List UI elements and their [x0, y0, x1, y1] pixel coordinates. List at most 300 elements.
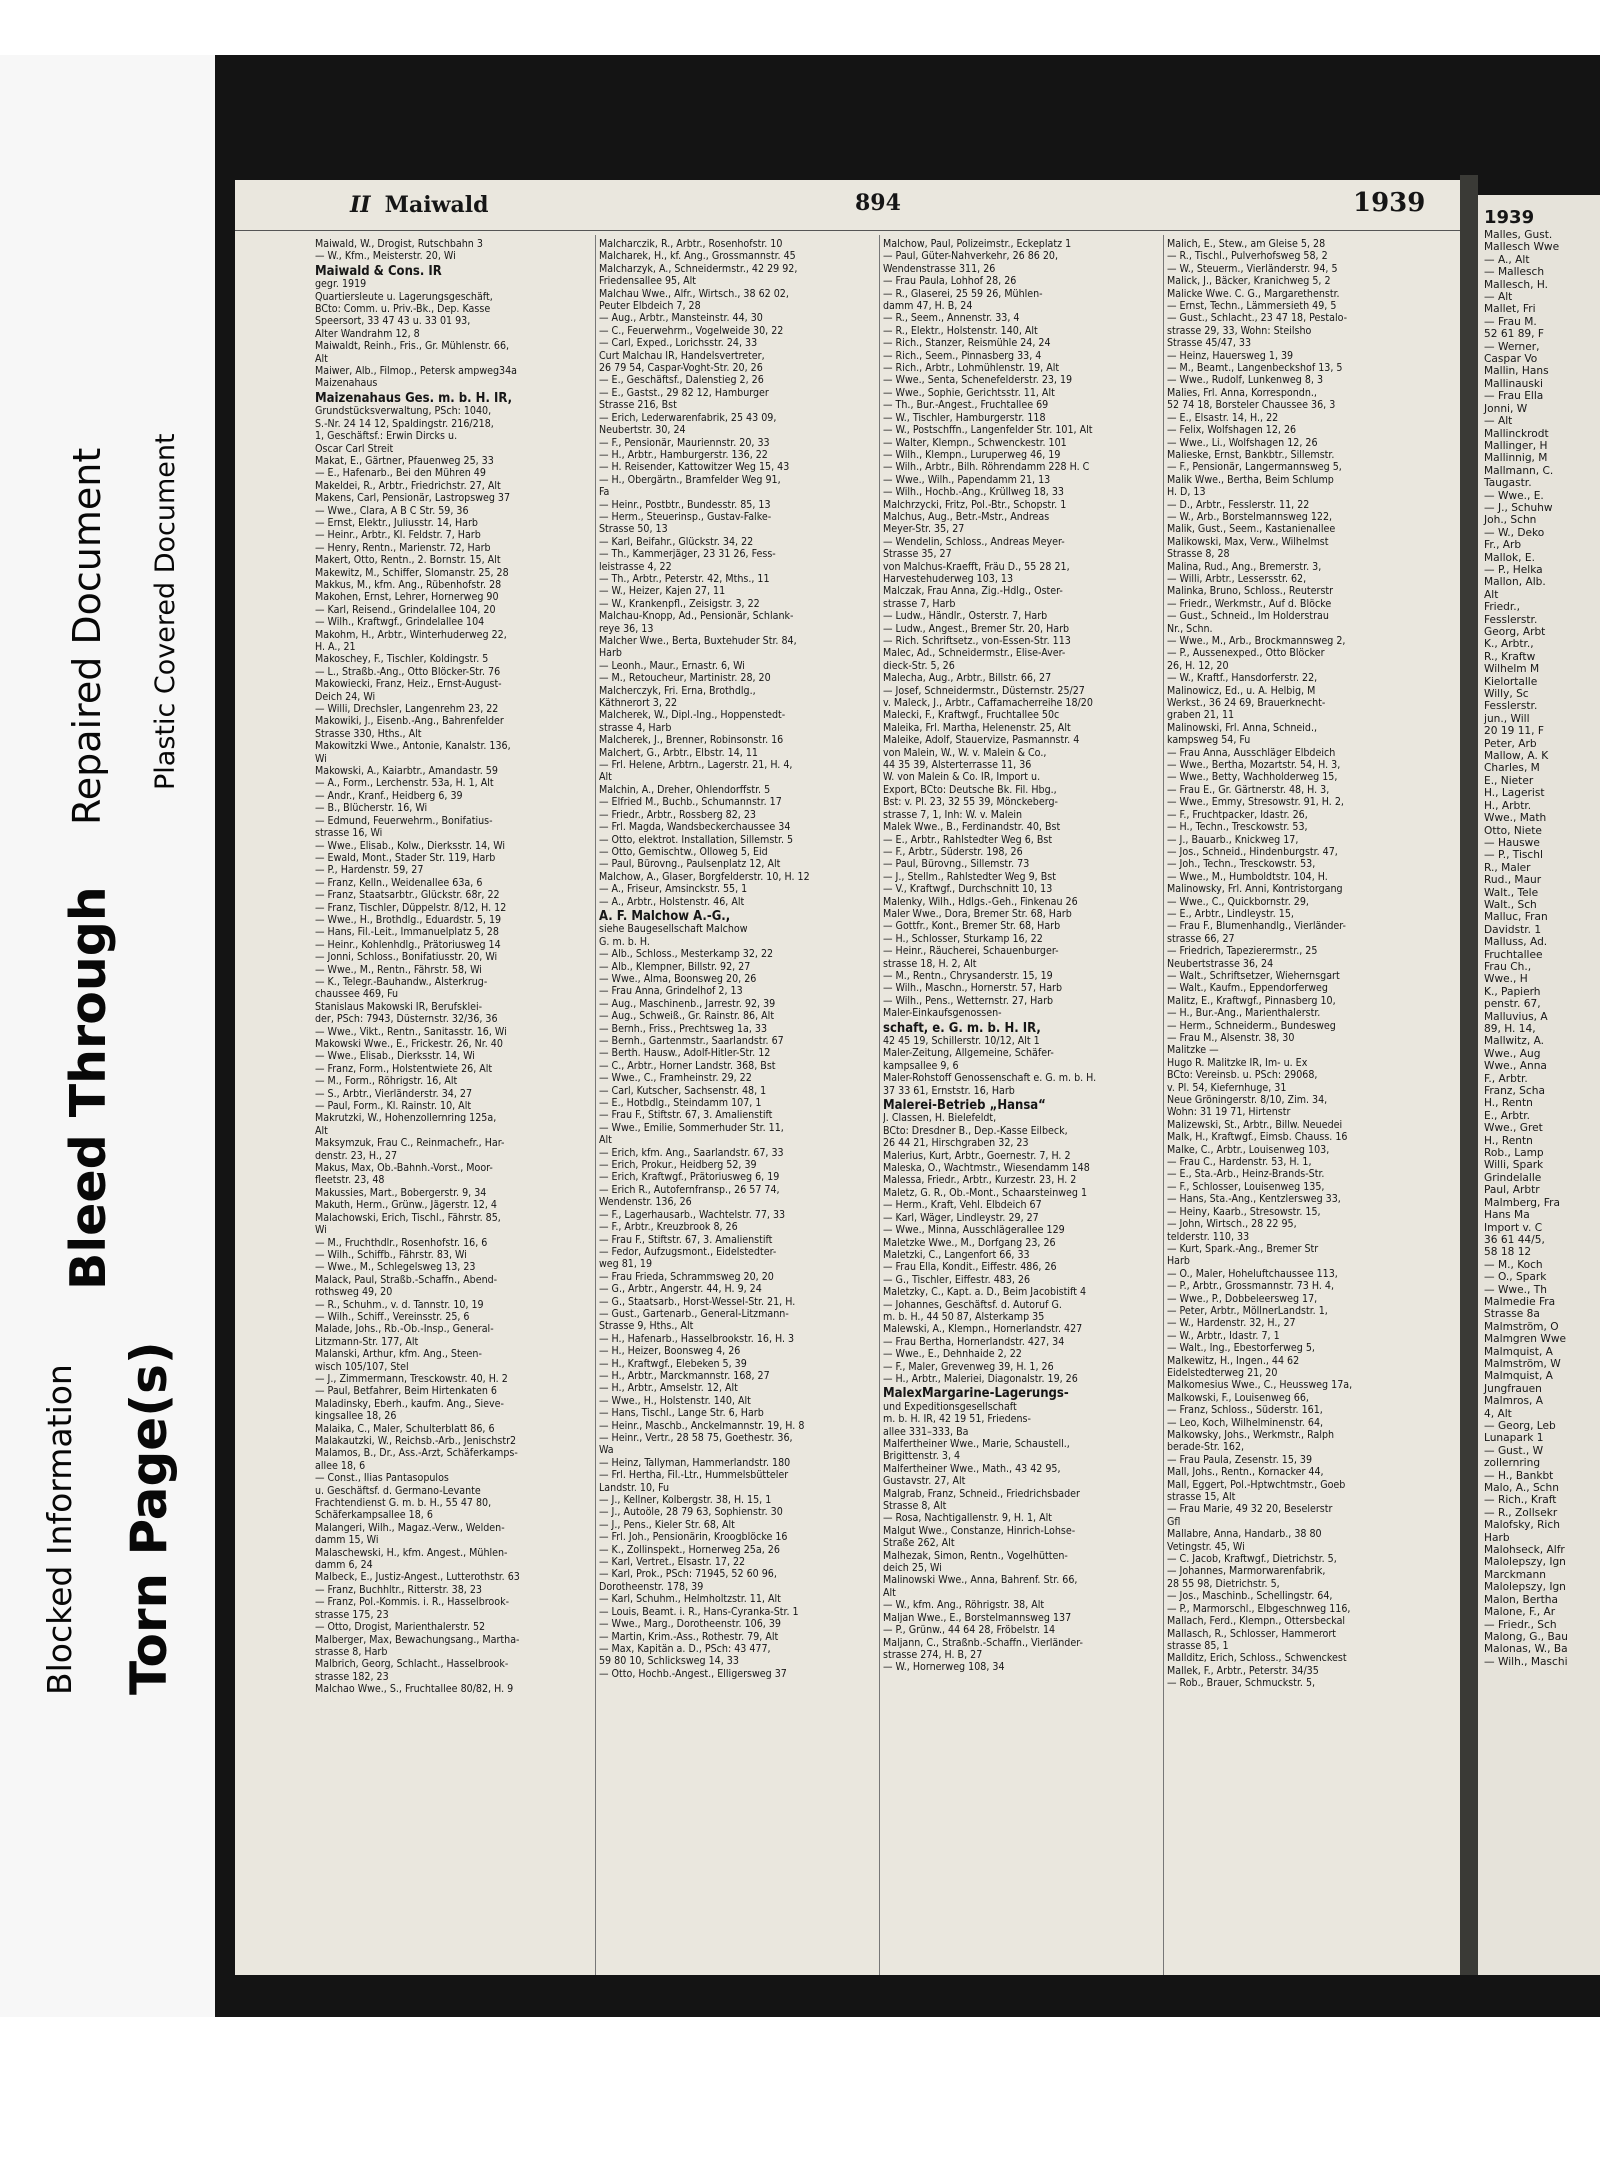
directory-entry: — Wwe., Marg., Dorotheenstr. 106, 39	[599, 1618, 781, 1631]
directory-entry: Export, BCto: Deutsche Bk. Fil. Hbg.,	[883, 783, 1057, 796]
directory-entry: Malke, C., Arbtr., Louisenweg 103,	[1167, 1143, 1330, 1156]
facing-page-entry: K., Papierh	[1484, 985, 1541, 998]
directory-entry: Makewitz, M., Schiffer, Slomanstr. 25, 28	[315, 566, 509, 579]
directory-entry: — H., Obergärtn., Bramfelder Weg 91,	[599, 473, 781, 486]
directory-entry: Strasse 216, Bst	[599, 399, 677, 412]
directory-entry: — Paul, Güter-Nahverkehr, 26 86 20,	[883, 250, 1059, 263]
directory-entry: Strasse 9, Hths., Alt	[599, 1320, 694, 1333]
facing-page-entry: Otto, Niete	[1484, 824, 1542, 837]
directory-entry: 26 79 54, Caspar-Voght-Str. 20, 26	[599, 362, 763, 375]
facing-page-entry: Malmberg, Fra	[1484, 1196, 1560, 1209]
facing-page-entry: Strasse 8a	[1484, 1308, 1540, 1321]
directory-entry: graben 21, 11	[1167, 709, 1235, 722]
facing-page-entry: Rob., Lamp	[1484, 1147, 1544, 1160]
directory-entry: Malerius, Kurt, Arbtr., Goernestr. 7, H. 2	[883, 1149, 1071, 1162]
directory-entry: Maizenahaus Ges. m. b. H. IR,	[315, 390, 513, 406]
directory-entry: Malcherek, J., Brenner, Robinsonstr. 16	[599, 734, 784, 747]
directory-entry: strasse 8, Harb	[315, 1645, 388, 1658]
directory-entry: — A., Friseur, Amsinckstr. 55, 1	[599, 883, 748, 896]
directory-entry: — W., Hornerweg 108, 34	[883, 1661, 1005, 1674]
directory-entry: Malek Wwe., B., Ferdinandstr. 40, Bst	[883, 821, 1061, 834]
directory-entry: Käthnerort 3, 22	[599, 697, 678, 710]
directory-entry: — Heinr., Vertr., 28 58 75, Goethestr. 36,	[599, 1432, 793, 1444]
directory-entry: strasse 16, Wi	[315, 827, 383, 840]
directory-entry: — Kurt, Spark.-Ang., Bremer Str	[1167, 1242, 1319, 1255]
directory-entry: Wendenstrasse 311, 26	[883, 262, 996, 275]
directory-entry: — Wwe., Alma, Boonsweg 20, 26	[599, 972, 757, 985]
directory-entry: Malerei-Betrieb „Hansa“	[883, 1098, 1046, 1114]
directory-entry: damm 15, Wi	[315, 1534, 379, 1547]
directory-entry: — Andr., Kranf., Heidberg 6, 39	[315, 789, 463, 802]
facing-page-entry: 4, Alt	[1484, 1407, 1512, 1420]
directory-entry: Mall, Eggert, Pol.-Hptwchtmstr., Goeb	[1167, 1478, 1346, 1491]
directory-entry: Malizewski, St., Arbtr., Billw. Neuedei	[1167, 1118, 1343, 1131]
directory-entry: — O., Maler, Hoheluftchaussee 113,	[1167, 1267, 1338, 1280]
directory-entry: — Frau C., Hardenstr. 53, H. 1,	[1167, 1156, 1312, 1169]
directory-entry: H. D, 13	[1167, 486, 1206, 499]
directory-entry: Bst: v. Pl. 23, 32 55 39, Mönckeberg-	[883, 796, 1058, 809]
facing-page-entry: Malong, G., Bau	[1484, 1630, 1569, 1643]
directory-entry: strasse 85, 1	[1167, 1639, 1229, 1652]
directory-entry: Malinowicz, Ed., u. A. Helbig, M	[1167, 684, 1316, 697]
header-year: 1939	[1353, 188, 1426, 218]
facing-page-entry: — Alt	[1484, 291, 1513, 304]
directory-entry: — Wwe., M., Arb., Brockmannsweg 2,	[1167, 635, 1346, 647]
directory-entry: — Walt., Schriftsetzer, Wiehernsgart	[1167, 969, 1340, 982]
directory-entry: — Franz, Buchhltr., Ritterstr. 38, 23	[315, 1583, 482, 1596]
facing-page-entry: Wilhelm M	[1484, 663, 1540, 676]
facing-page-entry: — Gust., W	[1484, 1444, 1544, 1457]
directory-entry: — Heinr., Maschb., Anckelmannstr. 19, H. 8	[599, 1419, 805, 1432]
directory-entry: — A., Arbtr., Holstenstr. 46, Alt	[599, 895, 745, 908]
directory-entry: — Wwe., Clara, A B C Str. 59, 36	[315, 504, 469, 517]
facing-page-entry: — Alt	[1484, 415, 1513, 428]
directory-entry: J. Classen, H. Bielefeldt,	[883, 1112, 997, 1125]
directory-entry: — W., Krankenpfl., Zeisigstr. 3, 22	[599, 597, 760, 610]
directory-entry: Mallasch, R., Schlosser, Hammerort	[1167, 1627, 1337, 1640]
directory-entry: — Bernh., Gartenmstr., Saarlandstr. 67	[599, 1035, 784, 1047]
facing-page-entry: Walt., Sch	[1484, 898, 1537, 911]
directory-entry: Malchau-Knopp, Ad., Pensionär, Schlank-	[599, 610, 794, 623]
facing-page-entry: E., Nieter	[1484, 774, 1534, 787]
directory-entry: Maleike, Adolf, Stauervize, Pasmannstr. 4	[883, 734, 1080, 747]
directory-entry: — Martin, Krim.-Ass., Rothestr. 79, Alt	[599, 1630, 779, 1643]
facing-page-entry: 89, H. 14,	[1484, 1023, 1536, 1035]
facing-page-entry: jun., Will	[1484, 712, 1530, 725]
directory-entry: — Const., Ilias Pantasopulos	[315, 1472, 449, 1485]
directory-entry: Malessa, Friedr., Arbtr., Kurzestr. 23, H. 2	[883, 1174, 1077, 1187]
facing-page-entry: H., Rentn	[1484, 1097, 1533, 1110]
directory-entry: kampsallee 9, 6	[883, 1059, 959, 1072]
directory-entry: — Karl, Reisend., Grindelallee 104, 20	[315, 603, 496, 616]
directory-entry: — Frl. Hertha, Fil.-Ltr., Hummelsbütteler	[599, 1469, 789, 1482]
directory-entry: — Rich., Stanzer, Reismühle 24, 24	[883, 337, 1051, 350]
facing-page-entry: 52 61 89, F	[1484, 328, 1545, 341]
directory-entry: Makowski Wwe., E., Frickestr. 26, Nr. 40	[315, 1038, 503, 1050]
page-number: 894	[855, 190, 901, 216]
directory-entry: 37 33 61, Ernststr. 16, Harb	[883, 1084, 1015, 1097]
directory-entry: — A., Form., Lerchenstr. 53a, H. 1, Alt	[315, 777, 494, 790]
facing-page-entry: Malone, F., Ar	[1484, 1606, 1556, 1619]
directory-entry: — Berth. Hausw., Adolf-Hitler-Str. 12	[599, 1047, 771, 1060]
directory-entry: 52 74 18, Borsteler Chaussee 36, 3	[1167, 399, 1336, 412]
facing-page-entry: 20 19 11, F	[1484, 725, 1545, 738]
directory-entry: strasse 4, Harb	[599, 721, 672, 734]
directory-entry: Grundstücksverwaltung, PSch: 1040,	[315, 405, 492, 418]
facing-page-entry: Malolepszy, Ign	[1484, 1556, 1566, 1569]
directory-entry: — Wwe., M., Rentn., Fährstr. 58, Wi	[315, 963, 482, 976]
directory-entry: — Heinr., Postbtr., Bundesstr. 85, 13	[599, 498, 771, 511]
directory-entry: denstr. 23, H., 27	[315, 1149, 398, 1162]
label-bleed-through: Bleed Through	[60, 886, 117, 1290]
directory-entry: Mallditz, Erich, Schloss., Schwenckest	[1167, 1652, 1347, 1665]
column-divider	[1163, 235, 1164, 1975]
directory-entry: Malkowski, F., Louisenweg 66,	[1167, 1391, 1309, 1404]
directory-entry: Strasse 8, 28	[1167, 548, 1230, 561]
facing-page-entry: Fesslerstr.	[1484, 700, 1538, 713]
directory-entry: — P., Arbtr., Grossmannstr. 73 H. 4,	[1167, 1280, 1334, 1293]
directory-entry: — Louis, Beamt. i. R., Hans-Cyranka-Str. 1	[599, 1605, 799, 1618]
facing-page-entry: Lunapark 1	[1484, 1432, 1544, 1445]
directory-entry: — Johannes, Geschäftsf. d. Autoruf G.	[883, 1298, 1062, 1311]
facing-page-entry: H., Arbtr.	[1484, 799, 1532, 812]
directory-entry: — Rob., Brauer, Schmuckstr. 5,	[1167, 1677, 1316, 1690]
facing-page-entry: Mallow, A. K	[1484, 750, 1549, 763]
directory-entry: — Karl, Wäger, Lindleystr. 29, 27	[883, 1211, 1039, 1224]
directory-entry: Malaschewski, H., kfm. Angest., Mühlen-	[315, 1546, 508, 1559]
directory-entry: — Hans, Sta.-Ang., Kentzlersweg 33,	[1167, 1193, 1341, 1206]
directory-entry: Alt	[315, 352, 328, 365]
directory-entry: Mallek, F., Arbtr., Peterstr. 34/35	[1167, 1664, 1319, 1677]
facing-page-entry: — H., Bankbt	[1484, 1469, 1554, 1482]
directory-entry: — Frau F., Stiftstr. 67, 3. Amalienstift	[599, 1109, 773, 1122]
facing-page-entry: Mallinauski	[1484, 377, 1543, 390]
directory-entry: — Leonh., Maur., Ernastr. 6, Wi	[599, 659, 745, 672]
directory-entry: Malinowski Wwe., Anna, Bahrenf. Str. 66,	[883, 1574, 1078, 1587]
directory-entry: BCto: Vereinsb. u. PSch: 29068,	[1167, 1069, 1318, 1082]
directory-entry: — Wwe., H., Holstenstr. 140, Alt	[599, 1394, 751, 1407]
directory-entry: — Carl, Kutscher, Sachsenstr. 48, 1	[599, 1084, 767, 1097]
facing-page-entry: Walt., Tele	[1484, 886, 1539, 899]
directory-entry: Maiwer, Alb., Filmop., Petersk ampweg34a	[315, 365, 518, 378]
directory-entry: — Ewald, Mont., Stader Str. 119, Harb	[315, 851, 496, 864]
directory-entry: Malinka, Bruno, Schloss., Reuterstr	[1167, 585, 1334, 598]
facing-page-entry: — Georg, Leb	[1484, 1420, 1556, 1432]
directory-entry: — Wwe., E., Dehnhaide 2, 22	[883, 1348, 1022, 1361]
directory-entry: — Paul, Form., Kl. Rainstr. 10, Alt	[315, 1100, 472, 1113]
directory-entry: — Rosa, Nachtigallenstr. 9, H. 1, Alt	[883, 1512, 1052, 1525]
facing-page-entry: Malluvius, A	[1484, 1010, 1548, 1023]
directory-entry: — Wwe., C., Framheinstr. 29, 22	[599, 1072, 752, 1085]
facing-page-entry: — R., Zollsekr	[1484, 1506, 1558, 1519]
facing-page-entry: H., Lagerist	[1484, 787, 1545, 800]
directory-entry: — G., Staatsarb., Horst-Wessel-Str. 21, H.	[599, 1295, 796, 1308]
directory-entry: — Henry, Rentn., Marienstr. 72, Harb	[315, 541, 491, 554]
directory-entry: — Wwe., Emilie, Sommerhuder Str. 11,	[599, 1121, 784, 1134]
facing-page-entry: — A., Alt	[1484, 253, 1530, 266]
facing-page-entry: K., Arbtr.,	[1484, 638, 1534, 651]
directory-entry: — V., Kraftwgf., Durchschnitt 10, 13	[883, 883, 1053, 896]
directory-entry: Makoschey, F., Tischler, Koldingstr. 5	[315, 653, 489, 666]
directory-entry: — Herm., Steuerinsp., Gustav-Falke-	[599, 510, 772, 523]
directory-entry: kingsallee 18, 26	[315, 1410, 397, 1423]
facing-page-entry: H., Rentn	[1484, 1134, 1533, 1147]
directory-entry: — Otto, Drogist, Marienthalerstr. 52	[315, 1621, 486, 1634]
directory-entry: Malgrab, Franz, Schneid., Friedrichsbader	[883, 1487, 1080, 1500]
directory-entry: — W., Arb., Borstelmannsweg 122,	[1167, 510, 1333, 523]
directory-entry: — E., Arbtr., Rahlstedter Weg 6, Bst	[883, 833, 1053, 846]
header-section	[350, 192, 489, 218]
directory-entry: Straße 262, Alt	[883, 1537, 955, 1550]
directory-entry: 44 35 39, Alsterterrasse 11, 36	[883, 759, 1032, 772]
directory-entry: — Rich., Seem., Pinnasberg 33, 4	[883, 349, 1042, 362]
directory-entry: — H., Techn., Tresckowstr. 53,	[1167, 821, 1308, 834]
facing-page-entry: Hans Ma	[1484, 1209, 1530, 1222]
directory-entry: W. von Malein & Co. IR, Import u.	[883, 771, 1041, 784]
directory-entry: 59 80 10, Schlicksweg 14, 33	[599, 1655, 739, 1668]
directory-entry: — F., Schlosser, Louisenweg 135,	[1167, 1180, 1325, 1193]
directory-entry: Maler Wwe., Dora, Bremer Str. 68, Harb	[883, 907, 1072, 920]
directory-entry: — H. Reisender, Kattowitzer Weg 15, 43	[599, 461, 790, 474]
directory-entry: — Erich, Kraftwgf., Prätoriusweg 6, 19	[599, 1171, 780, 1184]
directory-entry: weg 81, 19	[599, 1258, 653, 1271]
directory-entry: strasse 274, H. B, 27	[883, 1648, 983, 1661]
directory-entry: — Ludw., Angest., Bremer Str. 20, Harb	[883, 622, 1070, 635]
directory-entry: und Expeditionsgesellschaft	[883, 1400, 1017, 1413]
directory-entry: — Wwe., Emmy, Stresowstr. 91, H. 2,	[1167, 796, 1344, 809]
directory-entry: — Wwe., M., Schlegelsweg 13, 23	[315, 1261, 476, 1274]
directory-entry: Alt	[599, 771, 612, 784]
directory-entry: Malenky, Wilh., Hdlgs.-Geh., Finkenau 26	[883, 895, 1078, 908]
directory-entry: — R., Glaserei, 25 59 26, Mühlen-	[883, 287, 1043, 300]
facing-page-entry: — J., Schuhw	[1484, 501, 1553, 514]
facing-page-entry: Malmquist, A	[1484, 1345, 1553, 1358]
directory-entry: Alter Wandrahm 12, 8	[315, 327, 420, 340]
directory-entry: Mallabre, Anna, Handarb., 38 80	[1167, 1528, 1322, 1541]
directory-entry: — H., Hafenarb., Hasselbrookstr. 16, H. 3	[599, 1332, 795, 1345]
directory-entry: Strasse 35, 27	[883, 548, 952, 561]
directory-entry: Malack, Paul, Straßb.-Schaffn., Abend-	[315, 1273, 498, 1286]
directory-entry: — Fedor, Aufzugsmont., Eidelstedter-	[599, 1245, 777, 1258]
directory-entry: — Karl, Vertret., Elsastr. 17, 22	[599, 1556, 746, 1569]
directory-entry: strasse 175, 23	[315, 1608, 389, 1621]
facing-page-entry: Marckmann	[1484, 1568, 1546, 1581]
facing-page-entry: — Frau Ella	[1484, 390, 1544, 403]
facing-page-entry: — Rich., Kraft	[1484, 1494, 1557, 1507]
directory-entry: Maler-Zeitung, Allgemeine, Schäfer-	[883, 1047, 1054, 1060]
directory-entry: Makens, Carl, Pensionär, Lastropsweg 37	[315, 492, 511, 505]
directory-entry: — Karl, Beifahr., Glückstr. 34, 22	[599, 535, 754, 548]
directory-entry: — E., Geschäftsf., Dalenstieg 2, 26	[599, 374, 764, 387]
directory-entry: 1, Geschäftsf.: Erwin Dircks u.	[315, 430, 458, 443]
directory-entry: gegr. 1919	[315, 278, 367, 291]
directory-entry: allee 18, 6	[315, 1459, 366, 1472]
directory-entry: — Wwe., Minna, Ausschlägerallee 129	[883, 1224, 1065, 1237]
directory-entry: Makowiecki, Franz, Heiz., Ernst-August-	[315, 678, 502, 691]
directory-entry: Strasse 330, Hths., Alt	[315, 727, 422, 740]
facing-page-entry: Wwe., Gret	[1484, 1122, 1543, 1135]
directory-entry: Malfertheiner Wwe., Math., 43 42 95,	[883, 1462, 1061, 1475]
directory-entry: H. A., 21	[315, 641, 356, 653]
directory-entry: damm 47, H. B, 24	[883, 300, 973, 313]
facing-page-entry: Import v. C	[1484, 1221, 1543, 1234]
facing-page-entry: Malmquist, A	[1484, 1370, 1553, 1383]
directory-entry: — Heinz, Tallyman, Hammerlandstr. 180	[599, 1456, 791, 1469]
directory-entry: — Wilh., Klempn., Luruperweg 46, 19	[883, 448, 1061, 461]
directory-entry: — Franz, Staatsarbtr., Glückstr. 68r, 22	[315, 889, 500, 902]
directory-entry: Maiwaldt, Reinh., Fris., Gr. Mühlenstr. 66,	[315, 340, 510, 353]
directory-entry: Malachowski, Erich, Tischl., Fährstr. 85,	[315, 1211, 501, 1224]
facing-page-entry: F., Arbtr.	[1484, 1072, 1528, 1085]
directory-entry: Litzmann-Str. 177, Alt	[315, 1335, 419, 1348]
directory-entry: Maletzke Wwe., M., Dorfgang 23, 26	[883, 1236, 1056, 1249]
directory-entry: strasse 15, Alt	[1167, 1491, 1236, 1504]
directory-entry: — Friedr., Arbtr., Rossberg 82, 23	[599, 808, 756, 821]
directory-entry: chaussee 469, Fu	[315, 988, 399, 1001]
directory-entry: — Wilh., Schiff., Vereinsstr. 25, 6	[315, 1310, 470, 1323]
directory-entry: — Heinr., Arbtr., Kl. Feldstr. 7, Harb	[315, 529, 481, 542]
directory-entry: — Rich., Arbtr., Lohmühlenstr. 19, Alt	[883, 362, 1060, 375]
directory-entry: — M., Retoucheur, Martinistr. 28, 20	[599, 672, 771, 685]
facing-page-entry: 58 18 12	[1484, 1246, 1532, 1259]
book-gutter	[1460, 175, 1478, 1975]
facing-page-entry: Jungfrauen	[1484, 1382, 1542, 1395]
directory-entry: deich 25, Wi	[883, 1562, 942, 1575]
directory-entry: — W., Steuerm., Vierländerstr. 94, 5	[1167, 262, 1338, 275]
directory-entry: von Malchus-Kraefft, Fräu D., 55 28 21,	[883, 560, 1070, 573]
directory-entry: Malinowsky, Frl. Anni, Kontristorgang	[1167, 883, 1343, 896]
directory-entry: — Frau M., Alsenstr. 38, 30	[1167, 1032, 1295, 1044]
facing-page-entry: Paul, Arbtr	[1484, 1184, 1540, 1197]
directory-entry: Malhezak, Simon, Rentn., Vogelhütten-	[883, 1549, 1068, 1562]
directory-entry: Makert, Otto, Rentn., 2. Bornstr. 15, Alt	[315, 554, 501, 567]
directory-entry: Gustavstr. 27, Alt	[883, 1475, 966, 1488]
directory-entry: — Aug., Maschinenb., Jarrestr. 92, 39	[599, 997, 776, 1010]
directory-entry: Malies, Frl. Anna, Korrespondn.,	[1167, 386, 1317, 399]
directory-entry: — Frau Bertha, Hornerlandstr. 427, 34	[883, 1335, 1065, 1348]
facing-page-entry: Mallinger, H	[1484, 439, 1548, 452]
directory-entry: — Wwe., M., Humboldtstr. 104, H.	[1167, 870, 1328, 883]
directory-entry: Makus, Max, Ob.-Bahnh.-Vorst., Moor-	[315, 1162, 493, 1175]
facing-page-entry: — Friedr., Sch	[1484, 1618, 1557, 1631]
directory-entry: Meyer-Str. 35, 27	[883, 523, 965, 536]
directory-entry: Wendenstr. 136, 26	[599, 1196, 692, 1209]
directory-entry: — Wwe., Elisab., Dierksstr. 14, Wi	[315, 1050, 475, 1063]
directory-entry: — Friedrich, Tapezierermstr., 25	[1167, 945, 1318, 958]
directory-entry: Mallach, Ferd., Klempn., Ottersbeckal	[1167, 1615, 1346, 1628]
directory-entry: Makowiki, J., Eisenb.-Ang., Bahrenfelder	[315, 715, 504, 728]
directory-entry: — Peter, Arbtr., MöllnerLandstr. 1,	[1167, 1304, 1328, 1317]
facing-page-entry: Willi, Spark	[1484, 1159, 1544, 1172]
facing-page-entry: Mallesch, H.	[1484, 278, 1548, 291]
directory-entry: Deich 24, Wi	[315, 690, 376, 703]
directory-entry: — Frau Anna, Grindelhof 2, 13	[599, 985, 743, 998]
directory-entry: Malamos, B., Dr., Ass.-Arzt, Schäferkamps-	[315, 1447, 518, 1460]
directory-entry: — Elfried M., Buchb., Schumannstr. 17	[599, 796, 782, 809]
facing-page-entry: Georg, Arbt	[1484, 626, 1546, 638]
directory-entry: strasse 29, 33, Wohn: Steilsho	[1167, 324, 1312, 337]
directory-entry: Makowski, A., Kaiarbtr., Amandastr. 59	[315, 765, 498, 778]
directory-entry: — P., Grünw., 44 64 28, Fröbelstr. 14	[883, 1624, 1056, 1637]
facing-page-entry: Malluss, Ad.	[1484, 936, 1548, 949]
directory-entry: S.-Nr. 24 14 12, Spaldingstr. 216/218,	[315, 417, 494, 430]
directory-entry: Malaika, C., Maler, Schulterblatt 86, 6	[315, 1422, 495, 1435]
directory-entry: — F., Pensionär, Langermannsweg 5,	[1167, 461, 1342, 474]
directory-entry: Malcher Wwe., Berta, Buxtehuder Str. 84,	[599, 635, 797, 647]
directory-entry: — M., Rentn., Chrysanderstr. 15, 19	[883, 969, 1053, 982]
directory-entry: — D., Arbtr., Fesslerstr. 11, 22	[1167, 498, 1310, 511]
directory-entry: — Th., Arbtr., Peterstr. 42, Mths., 11	[599, 572, 770, 585]
directory-entry: Quartiersleute u. Lagerungsgeschäft,	[315, 290, 493, 303]
facing-page-entry: R., Kraftw	[1484, 650, 1536, 663]
directory-entry: fleetstr. 23, 48	[315, 1174, 385, 1187]
facing-page-entry: — W., Deko	[1484, 526, 1545, 539]
directory-entry: — F., Fruchtpacker, Idastr. 26,	[1167, 808, 1308, 821]
directory-entry: Malchert, G., Arbtr., Elbstr. 14, 11	[599, 746, 758, 759]
directory-entry: Harvestehuderweg 103, 13	[883, 572, 1014, 585]
directory-entry: — Wwe., Rudolf, Lunkenweg 8, 3	[1167, 374, 1324, 387]
directory-entry: Malick, J., Bäcker, Kranichweg 5, 2	[1167, 275, 1331, 288]
directory-entry: — Erich, Prokur., Heidberg 52, 39	[599, 1159, 757, 1172]
directory-entry: Malchow, A., Glaser, Borgfelderstr. 10, H. 12	[599, 870, 810, 883]
directory-entry: Maletzki, C., Langenfort 66, 33	[883, 1248, 1030, 1261]
directory-entry: telderstr. 110, 33	[1167, 1230, 1250, 1243]
directory-entry: — G., Tischler, Eiffestr. 483, 26	[883, 1273, 1031, 1286]
facing-page-entry: — Wwe., E.	[1484, 489, 1544, 502]
directory-entry: u. Geschäftsf. d. Germano-Levante	[315, 1484, 481, 1497]
facing-page-entry: 1939	[1484, 207, 1535, 228]
directory-entry: — Heinr., Räucherei, Schauenburger-	[883, 945, 1059, 958]
facing-page-entry: Jonni, W	[1484, 402, 1528, 415]
directory-entry: Wohn: 31 19 71, Hirtenstr	[1167, 1106, 1291, 1119]
directory-entry: Neue Gröningerstr. 8/10, Zim. 34,	[1167, 1094, 1328, 1107]
directory-entry: — P., Marmorschl., Elbgeschnweg 116,	[1167, 1602, 1351, 1615]
facing-page-entry: — O., Spark	[1484, 1271, 1547, 1284]
directory-entry: — H., Arbtr., Maleriei, Diagonalstr. 19, 26	[883, 1372, 1078, 1385]
directory-entry: Malikowski, Max, Verw., Wilhelmst	[1167, 535, 1329, 548]
directory-entry: — Leo, Koch, Wilhelminenstr. 64,	[1167, 1416, 1324, 1429]
directory-entry: — Ludw., Händlr., Osterstr. 7, Harb	[883, 610, 1048, 623]
directory-entry: — Herm., Kraft, Vehl. Elbdeich 67	[883, 1199, 1042, 1212]
directory-entry: Alt	[315, 1124, 328, 1137]
facing-page-entry: Mallok, E.	[1484, 551, 1535, 564]
facing-page-entry: Mallmann, C.	[1484, 464, 1554, 477]
directory-entry: Malanski, Arthur, kfm. Ang., Steen-	[315, 1348, 482, 1361]
directory-entry: — E., Gastst., 29 82 12, Hamburger	[599, 386, 769, 399]
directory-entry: Malcherczyk, Fri. Erna, Brothdlg.,	[599, 684, 756, 697]
facing-page-entry: R., Maler	[1484, 861, 1531, 874]
facing-page-entry: zollernring	[1484, 1457, 1541, 1470]
facing-page-entry: Malmgren Wwe	[1484, 1333, 1566, 1346]
damage-label-group	[0, 315, 215, 2015]
directory-entry: — Wwe., P., Dobbeleersweg 17,	[1167, 1292, 1318, 1305]
directory-entry: — Frau Anna, Ausschläger Elbdeich	[1167, 746, 1336, 759]
directory-entry: — Wwe., Betty, Wachholderweg 15,	[1167, 771, 1338, 784]
directory-entry: kampsweg 54, Fu	[1167, 734, 1251, 747]
directory-entry: — Karl, Prok., PSch: 71945, 52 60 96,	[599, 1568, 777, 1581]
directory-entry: Malchus, Aug., Betr.-Mstr., Andreas	[883, 510, 1050, 523]
header-section-number: II	[350, 192, 371, 218]
directory-entry: — W., Kfm., Meisterstr. 20, Wi	[315, 250, 456, 263]
directory-entry: — F., Arbtr., Süderstr. 198, 26	[883, 845, 1023, 858]
directory-entry: Maletzky, C., Kapt. a. D., Beim Jacobistift 4	[883, 1286, 1087, 1299]
directory-entry: Malakautzki, W., Reichsb.-Arb., Jenischstr2	[315, 1435, 517, 1447]
directory-entry: Makuth, Herm., Grünw., Jägerstr. 12, 4	[315, 1199, 497, 1212]
directory-entry: — Heinz, Hauersweg 1, 39	[1167, 349, 1294, 362]
directory-entry: — P., Aussenexped., Otto Blöcker	[1167, 647, 1325, 660]
facing-page-entry: Fr., Arb	[1484, 539, 1522, 552]
directory-entry: strasse 182, 23	[315, 1670, 389, 1683]
